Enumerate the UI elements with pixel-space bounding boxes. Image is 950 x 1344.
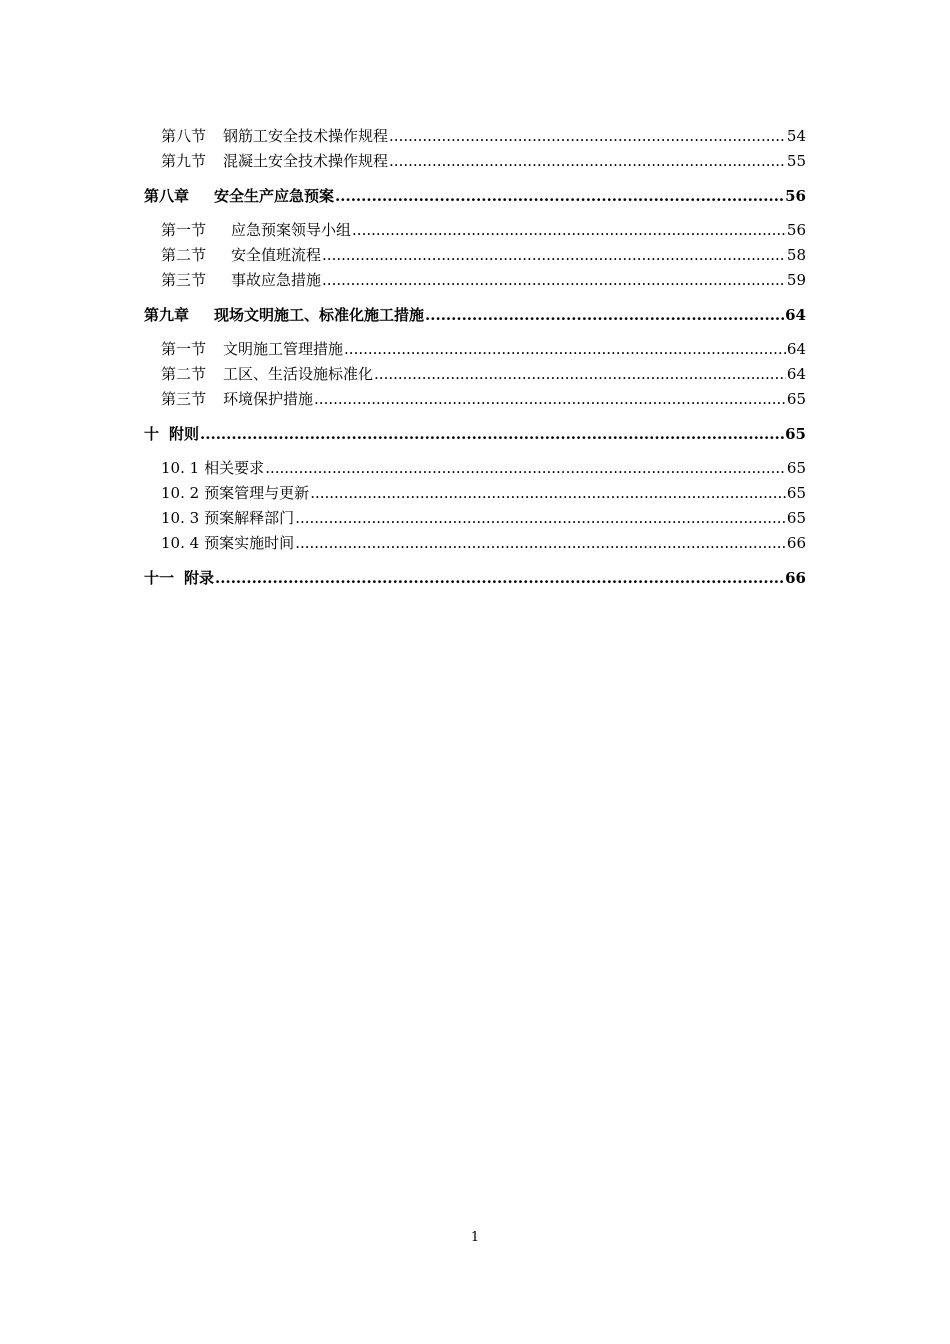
dot-leader [265,456,786,481]
toc-entry-title: 预案实施时间 [204,534,295,552]
page-number-footer: 1 [470,1230,480,1245]
dot-leader [200,422,784,447]
toc-entry-page: 65 [786,484,806,502]
toc-entry-number: 十一 [144,569,175,587]
toc-entry[interactable] [144,362,806,387]
dot-leader [215,566,784,591]
toc-entry-title: 相关要求 [204,459,265,477]
toc-entry-page: 65 [786,390,806,408]
dot-leader [374,362,786,387]
toc-entry-number: 10. 4 [161,534,200,552]
toc-chapter-entry[interactable] [144,184,806,209]
toc-entry[interactable] [144,387,806,412]
toc-entry-number: 第八章 [144,187,190,205]
dot-leader [310,481,786,506]
toc-entry-title: 混凝土安全技术操作规程 [223,152,389,170]
toc-entry-page: 65 [785,425,806,443]
toc-entry-number: 第一节 [161,340,207,358]
dot-leader [322,243,786,268]
toc-entry-title: 预案管理与更新 [204,484,310,502]
toc-entry-page: 59 [786,271,806,289]
dot-leader [389,149,786,174]
toc-entry-page: 66 [785,569,806,587]
toc-entry-page: 64 [785,306,806,324]
toc-entry-number: 十 [144,425,160,443]
toc-entry[interactable] [144,268,806,293]
toc-entry-number: 第一节 [161,221,207,239]
toc-entry-page: 56 [786,221,806,239]
toc-entry-page: 54 [786,127,806,145]
toc-entry[interactable] [144,218,806,243]
toc-entry-number: 第三节 [161,390,207,408]
table-of-contents [144,124,806,600]
toc-entry-page: 66 [786,534,806,552]
dot-leader [389,124,786,149]
dot-leader [352,218,786,243]
toc-entry-title: 事故应急措施 [231,271,322,289]
toc-entry[interactable] [144,243,806,268]
toc-entry-page: 64 [786,365,806,383]
toc-chapter-entry[interactable] [144,422,806,447]
toc-entry-page: 55 [786,152,806,170]
toc-entry-title: 现场文明施工、标准化施工措施 [214,306,425,324]
toc-entry-title: 文明施工管理措施 [223,340,344,358]
toc-entry-number: 10. 1 [161,459,200,477]
toc-entry-number: 第九章 [144,306,190,324]
toc-entry-title: 预案解释部门 [204,509,295,527]
toc-entry[interactable] [144,337,806,362]
toc-entry-page: 56 [785,187,806,205]
dot-leader [314,387,786,412]
dot-leader [344,337,786,362]
toc-entry[interactable] [144,124,806,149]
toc-entry[interactable] [144,506,806,531]
toc-entry[interactable] [144,481,806,506]
toc-chapter-entry[interactable] [144,303,806,328]
toc-entry-title: 钢筋工安全技术操作规程 [223,127,389,145]
toc-entry[interactable] [144,149,806,174]
toc-entry[interactable] [144,456,806,481]
toc-entry-number: 第二节 [161,365,207,383]
toc-entry-number: 第九节 [161,152,207,170]
toc-entry-title: 附则 [169,425,200,443]
dot-leader [335,184,784,209]
toc-entry-number: 第二节 [161,246,207,264]
toc-entry[interactable] [144,531,806,556]
toc-entry-title: 安全值班流程 [231,246,322,264]
toc-entry-number: 第三节 [161,271,207,289]
dot-leader [322,268,786,293]
toc-entry-number: 10. 2 [161,484,200,502]
dot-leader [295,506,786,531]
dot-leader [295,531,786,556]
toc-entry-title: 附录 [184,569,215,587]
toc-entry-title: 应急预案领导小组 [231,221,352,239]
toc-entry-title: 安全生产应急预案 [214,187,335,205]
toc-entry-page: 65 [786,459,806,477]
toc-entry-number: 10. 3 [161,509,200,527]
toc-entry-page: 64 [786,340,806,358]
toc-entry-page: 65 [786,509,806,527]
toc-entry-title: 环境保护措施 [223,390,314,408]
toc-entry-page: 58 [786,246,806,264]
toc-chapter-entry[interactable] [144,566,806,591]
toc-entry-number: 第八节 [161,127,207,145]
dot-leader [425,303,784,328]
toc-entry-title: 工区、生活设施标准化 [223,365,374,383]
